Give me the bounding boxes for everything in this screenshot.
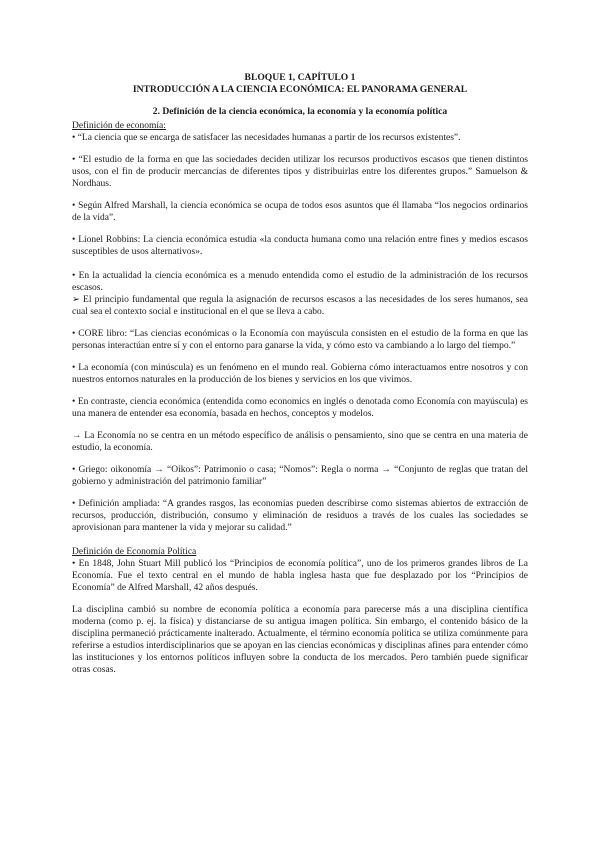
political-economy-item: • En 1848, John Stuart Mill publicó los “Principios de economía política”, uno de los primeros grandes libros de La Economía. Fue el texto central en el mundo de habla inglesa hasta que fue desplazado por los “Principios de Economía” de Alfred Marshall, 42 años después. [72,559,528,593]
political-economy-heading: Definición de Economía Política [72,547,197,557]
definition-item: • “El estudio de la forma en que las sociedades deciden utilizar los recursos productivos escasos que tienen distintos usos, con el fin de producir mercancías de diferentes tipos y distribuirlas entre los diferentes grupos.” Samuelson & Nordhaus. [72,155,528,189]
page-content [72,72,528,676]
section-title: 2. Definición de la ciencia económica, la economía y la economía política [152,106,448,117]
chapter-label: BLOQUE 1, CAPÍTULO 1 [244,72,356,83]
definition-subpoint: ➢ El principio fundamental que regula la asignación de recursos escasos a las necesidades de los seres humanos, sea cual sea el contexto social e institucional en el que se lleva a cabo. [72,295,528,317]
definition-item: • Según Alfred Marshall, la ciencia económica se ocupa de todos esos asuntos que él llamaba “los negocios ordinarios de la vida”. [72,201,528,223]
political-economy-paragraph: La disciplina cambió su nombre de economía política a economía para parecerse más a una disciplina científica moderna (como p. ej. la física) y distanciarse de su antigua imagen política. Sin embargo, el contenido básico de la disciplina permaneció prácticamente inalterado. Actualmente, el término economía política se utiliza comúnmente para referirse a estudios interdisciplinarios que se apoyan en las ciencias económicas y disciplinas afines para entender cómo las instituciones y los entornos políticos influyen sobre la conducta de los mercados. Pero también puede significar otras cosas. [72,605,528,675]
definition-item: • “La ciencia que se encarga de satisfacer las necesidades humanas a partir de los recursos existentes”. [72,133,461,143]
definition-item: • La economía (con minúscula) es un fenómeno en el mundo real. Gobierna cómo interactuamos entre nosotros y con nuestros entornos naturales en la producción de los bienes y servicios en los que vivimos. [72,363,528,385]
definition-item: • Lionel Robbins: La ciencia económica estudia «la conducta humana como una relación entre fines y medios escasos susceptibles de usos alternativos». [72,235,528,257]
definition-item: • En contraste, ciencia económica (entendida como economics en inglés o denotada como Economía con mayúscula) es una manera de entender esa economía, basada en hechos, conceptos y modelos. [72,397,528,419]
definition-item: • Definición ampliada: “A grandes rasgos, las economías pueden describirse como sistemas abiertos de extracción de recursos, producción, distribución, consumo y eliminación de residuos a través de los cuales las sociedades se aprovisionan para mantener la vida y mejorar su calidad.” [72,499,528,533]
definitions-heading: Definición de economía: [72,121,166,131]
chapter-header [72,72,528,96]
definition-item: • Griego: oikonomía → “Oikos”: Patrimonio o casa; “Nomos”: Regla o norma → “Conjunto de reglas que tratan del gobierno y administración del patrimonio familiar” [72,465,528,487]
chapter-title: INTRODUCCIÓN A LA CIENCIA ECONÓMICA: EL PANORAMA GENERAL [132,84,468,95]
definition-item: • En la actualidad la ciencia económica es a menudo entendida como el estudio de la administración de los recursos escasos. [72,271,528,293]
definition-item: → La Economía no se centra en un método específico de análisis o pensamiento, sino que se centra en una materia de estudio, la economía. [72,431,528,453]
definition-item: • CORE libro: “Las ciencias económicas o la Economía con mayúscula consisten en el estudio de la forma en que las personas interactúan entre sí y con el entorno para ganarse la vida, y cómo esto va cambiando a lo largo del tiempo.” [72,329,528,351]
